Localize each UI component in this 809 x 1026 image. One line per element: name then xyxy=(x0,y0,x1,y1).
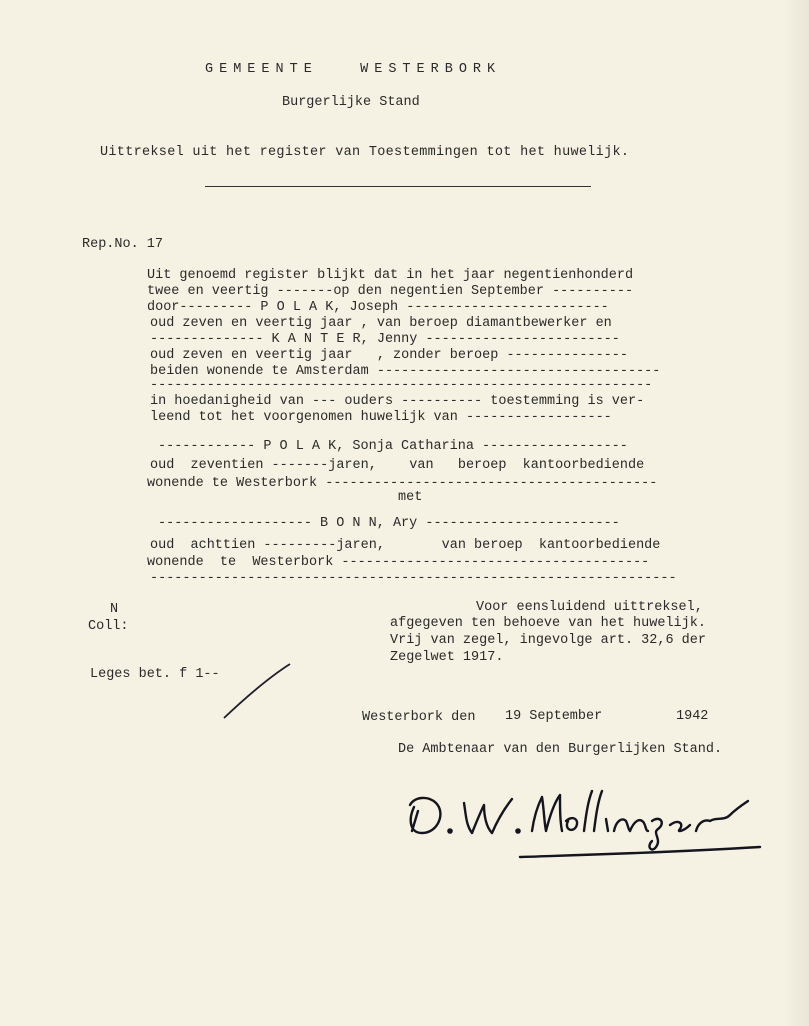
record-line: door--------- P O L A K, Joseph ------------------------- xyxy=(147,300,609,315)
certification-line: Zegelwet 1917. xyxy=(390,650,504,665)
certification-line: Voor eensluidend uittreksel, xyxy=(476,600,703,615)
record-line: ----------------------------------------------------------------- xyxy=(150,571,677,586)
signature xyxy=(400,775,780,865)
official-title: De Ambtenaar van den Burgerlijken Stand. xyxy=(398,742,723,757)
record-line: in hoedanigheid van --- ouders ---------- toestemming is ver- xyxy=(150,394,645,409)
year-value: 1942 xyxy=(676,709,709,724)
record-line: met xyxy=(398,490,423,505)
rep-number: Rep.No. 17 xyxy=(82,237,164,252)
certification-line: afgegeven ten behoeve van het huwelijk. xyxy=(390,616,706,631)
coll-label: Coll: xyxy=(88,619,129,634)
record-line: oud zeven en veertig jaar , zonder beroep --------------- xyxy=(150,348,628,363)
title-underline xyxy=(205,186,591,187)
record-line: ------------------- B O N N, Ary ------------------------ xyxy=(158,516,620,531)
record-line: leend tot het voorgenomen huwelijk van ------------------ xyxy=(150,410,612,425)
record-line: oud zeventien -------jaren, van beroep kantoorbediende xyxy=(150,458,645,473)
department-heading: Burgerlijke Stand xyxy=(282,95,420,110)
record-line: wonende te Westerbork -------------------------------------- xyxy=(147,555,650,570)
date-value: 19 September xyxy=(505,709,603,724)
record-line: oud zeven en veertig jaar , van beroep diamantbewerker en xyxy=(150,316,612,331)
place-label: Westerbork den xyxy=(362,710,476,725)
record-line: twee en veertig -------op den negentien September ---------- xyxy=(147,284,634,299)
record-line: ------------ P O L A K, Sonja Catharina ------------------ xyxy=(158,439,628,454)
record-line: beiden wonende te Amsterdam ----------------------------------- xyxy=(150,364,661,379)
record-line: -------------------------------------------------------------- xyxy=(150,378,653,393)
certification-line: Vrij van zegel, ingevolge art. 32,6 der xyxy=(390,633,706,648)
record-line: oud achttien ---------jaren, van beroep kantoorbediende xyxy=(150,538,661,553)
record-line: Uit genoemd register blijkt dat in het jaar negentienhonderd xyxy=(147,268,634,283)
document-title: Uittreksel uit het register van Toestemmingen tot het huwelijk. xyxy=(100,145,630,160)
pen-stroke-mark xyxy=(218,660,298,730)
record-line: -------------- K A N T E R, Jenny ------------------------ xyxy=(150,332,620,347)
paper-edge-shadow xyxy=(783,0,809,1026)
record-line: wonende te Westerbork ----------------------------------------- xyxy=(147,476,658,491)
fees-paid: Leges bet. f 1-- xyxy=(90,667,220,682)
n-label: N xyxy=(110,602,119,617)
municipality-heading: GEMEENTE WESTERBORK xyxy=(205,62,502,77)
